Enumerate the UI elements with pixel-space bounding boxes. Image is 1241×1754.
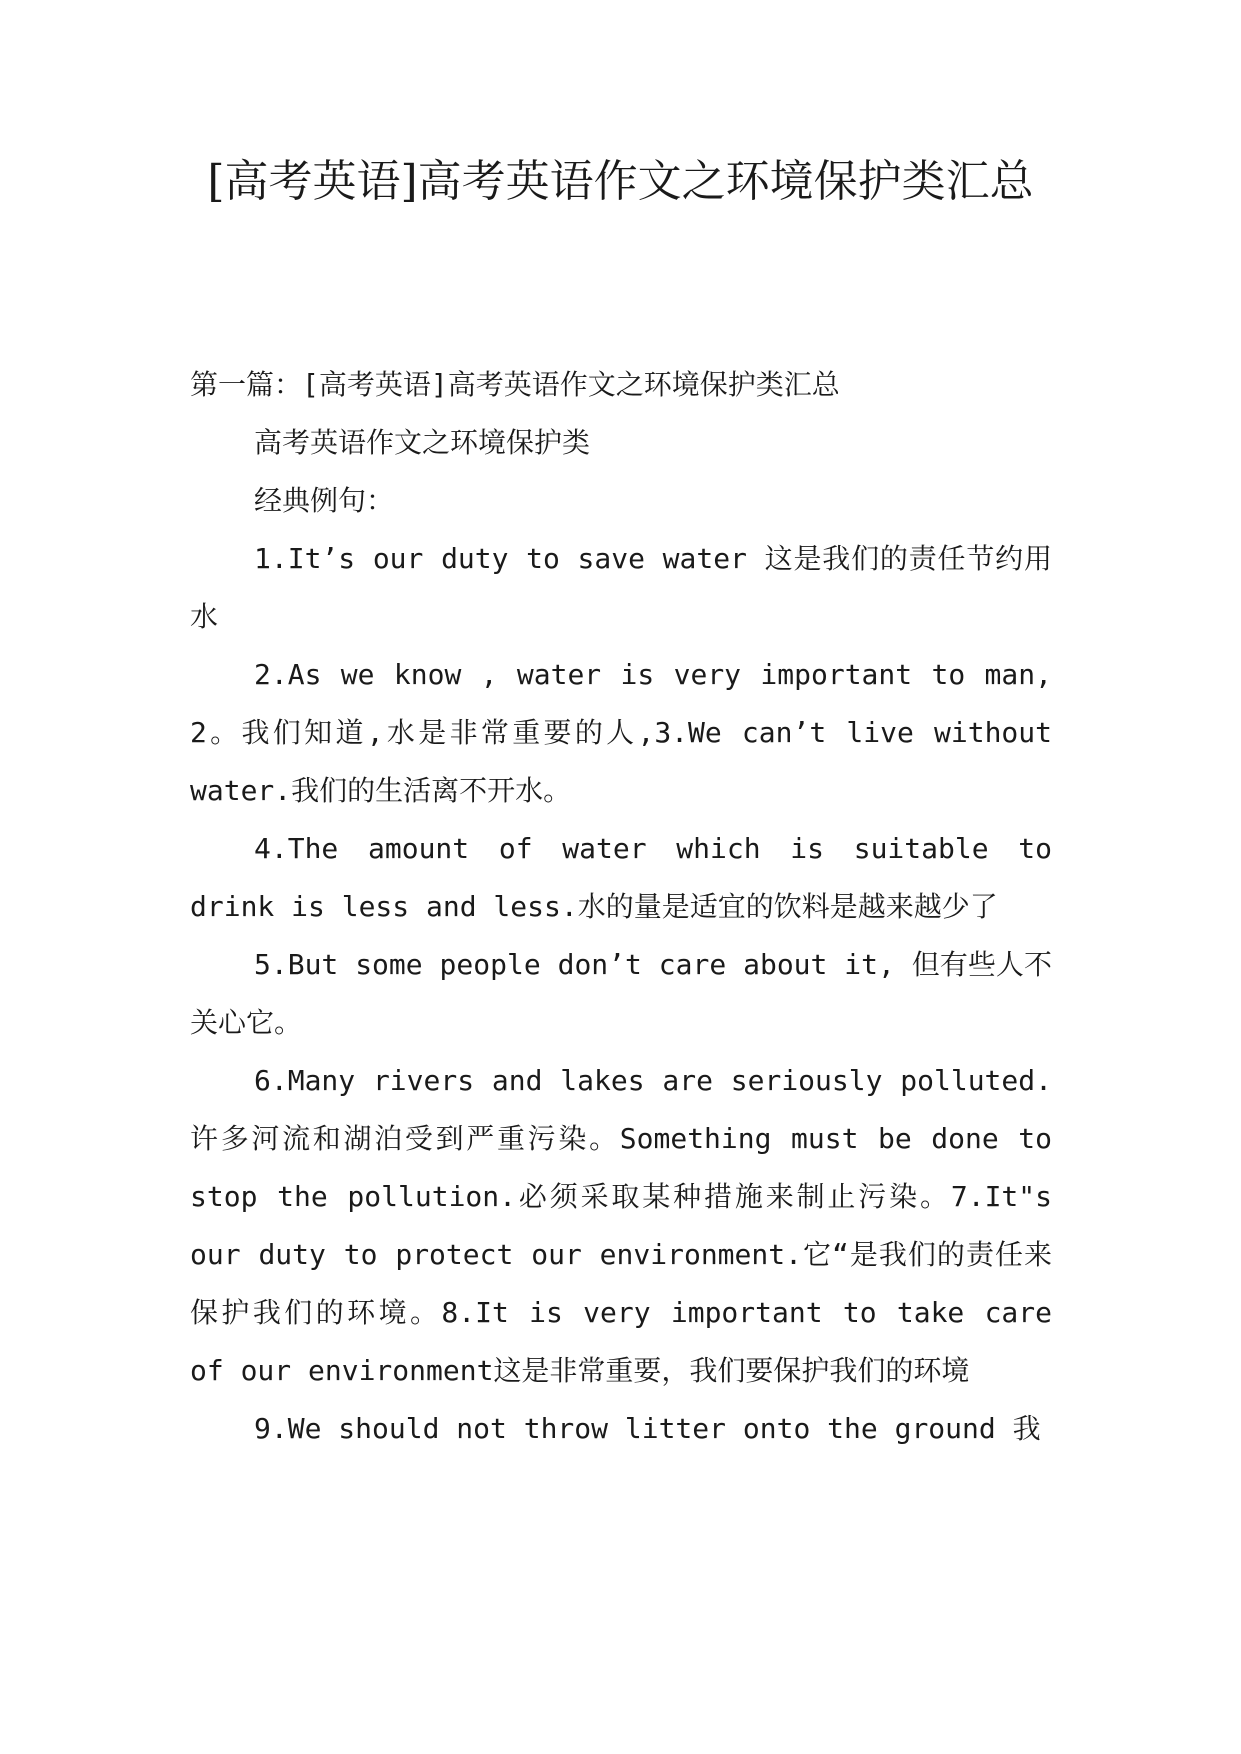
paragraph: 2.As we know , water is very important to man, 2。我们知道,水是非常重要的人,3.We can’t live without water.我们的生活离不开水。 [190,658,1052,807]
paragraph: 9.We should not throw litter onto the ground 我 [254,1412,1041,1445]
paragraph: 1.It’s our duty to save water 这是我们的责任节约用水 [190,542,1052,633]
document-body [190,356,1052,1458]
subtitle: 高考英语作文之环境保护类 [254,426,591,459]
document-title: [高考英语]高考英语作文之环境保护类汇总 [207,156,1034,207]
examples-heading: 经典例句： [254,484,395,517]
section-heading: 第一篇：[高考英语]高考英语作文之环境保护类汇总 [190,368,840,401]
paragraph: 5.But some people don’t care about it, 但有些人不关心它。 [190,948,1052,1039]
paragraph: 4.The amount of water which is suitable to drink is less and less.水的量是适宜的饮料是越来越少了 [190,832,1052,923]
paragraph: 6.Many rivers and lakes are seriously polluted.许多河流和湖泊受到严重污染。Something must be done to stop the pollution.必须采取某种措施来制止污染。7.It"s our duty to protect our environment.它“是我们的责任来保护我们的环境。8.It is very important to take care of our environment这是非常重要，我们要保护我们的环境 [190,1064,1052,1387]
